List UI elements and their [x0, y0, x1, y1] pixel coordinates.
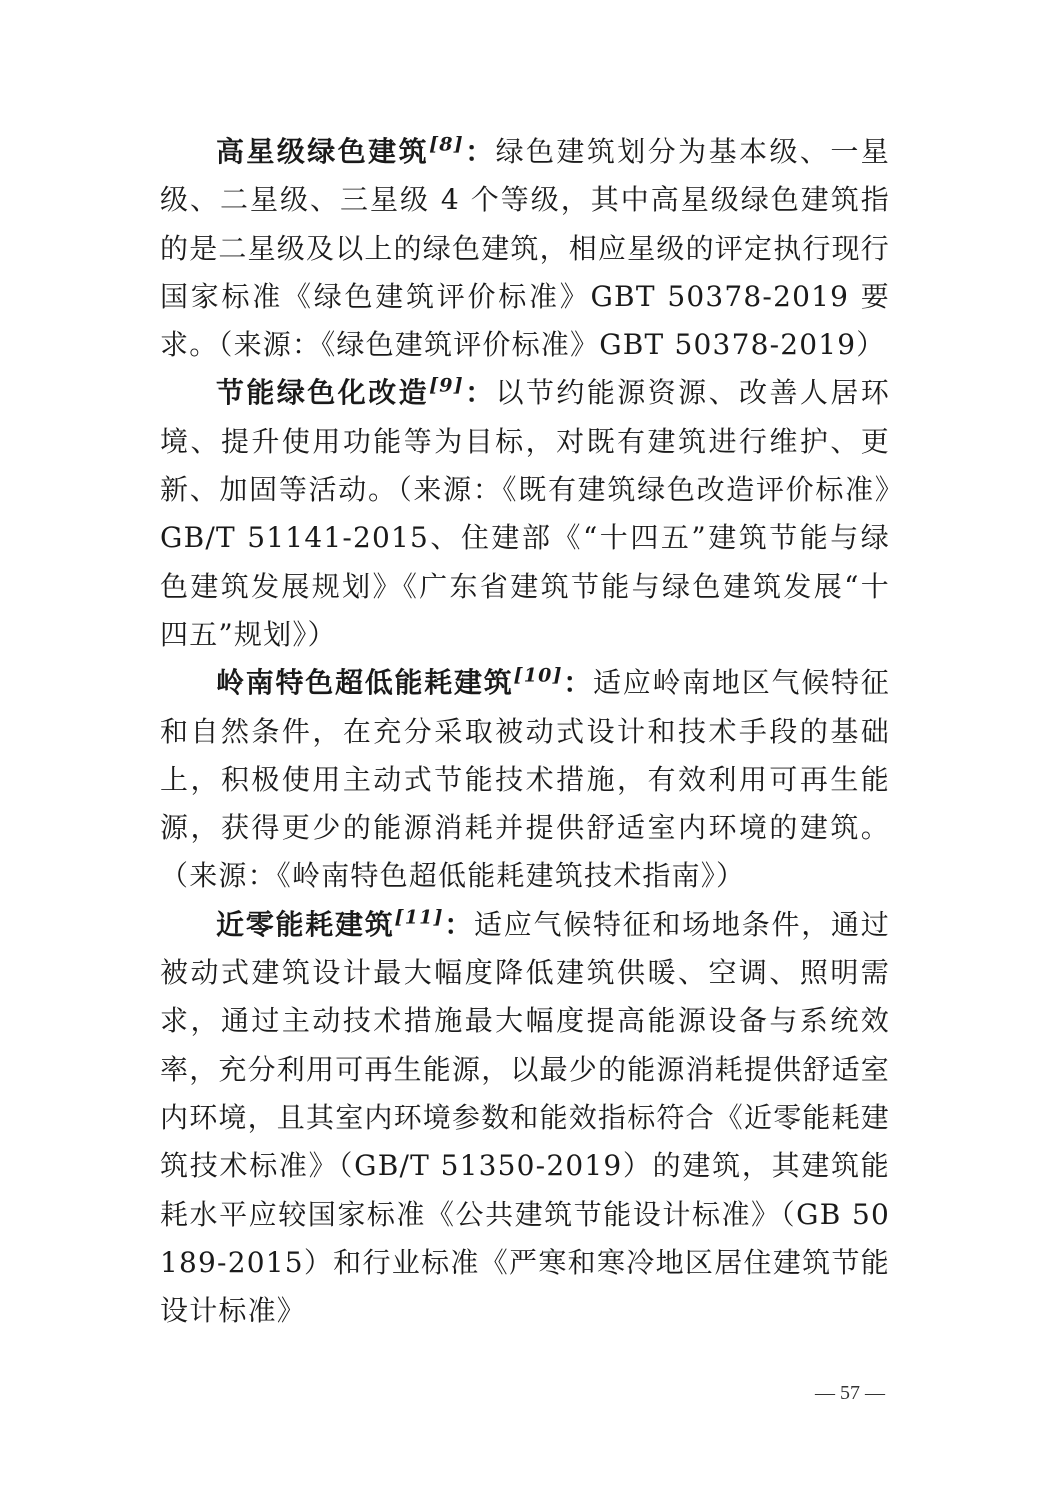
term-separator: ： — [463, 376, 496, 410]
footnote-ref: [8] — [429, 133, 464, 156]
definition-text: 绿色建筑划分为基本级、一星级、二星级、三星级 4 个等级，其中高星级绿色建筑指的是二星级及以上的绿色建筑，相应星级的评定执行现行国家标准《绿色建筑评价标准》GBT 50378-2019 要求。（来源：《绿色建筑评价标准》GBT 50378-2019） — [160, 135, 891, 362]
definition-paragraph — [160, 369, 890, 659]
definition-paragraph — [160, 901, 890, 1336]
term-nearly-zero-energy-building: 近零能耗建筑 — [216, 907, 395, 941]
footnote-ref: [9] — [429, 375, 464, 398]
definition-paragraph — [160, 128, 890, 369]
definition-text: 适应气候特征和场地条件，通过被动式建筑设计最大幅度降低建筑供暖、空调、照明需求，通过主动技术措施最大幅度提高能源设备与系统效率，充分利用可再生能源，以最少的能源消耗提供舒适室内环境，且其室内环境参数和能效指标符合《近零能耗建筑技术标准》（GB/T 51350-2019）的建筑，其建筑能耗水平应较国家标准《公共建筑节能设计标准》（GB 50189-2015）和行业标准《严寒和寒冷地区居住建筑节能设计标准》 — [160, 907, 891, 1328]
term-separator: ： — [463, 135, 496, 168]
term-separator: ： — [443, 907, 475, 941]
footnote-ref: [10] — [513, 664, 563, 687]
definition-paragraph — [160, 659, 890, 900]
term-separator: ： — [562, 666, 594, 700]
definition-text: 以节约能源资源、改善人居环境、提升使用功能等为目标，对既有建筑进行维护、更新、加固等活动。（来源：《既有建筑绿色改造评价标准》GB/T 51141-2015、住建部《“十四五”建筑节能与绿色建筑发展规划》《广东省建筑节能与绿色建筑发展“十四五”规划》） — [160, 376, 891, 651]
term-high-star-green-building: 高星级绿色建筑 — [216, 135, 430, 168]
footnote-ref: [11] — [394, 906, 444, 929]
term-green-retrofit: 节能绿色化改造 — [216, 376, 430, 410]
definition-text: 适应岭南地区气候特征和自然条件，在充分采取被动式设计和技术手段的基础上，积极使用主动式节能技术措施，有效利用可再生能源，获得更少的能源消耗并提供舒适室内环境的建筑。（来源：《岭南特色超低能耗建筑技术指南》） — [160, 666, 890, 893]
document-body — [160, 128, 890, 1335]
page-number: — 57 — — [815, 1382, 885, 1404]
term-lingnan-ultra-low-energy-building: 岭南特色超低能耗建筑 — [216, 666, 514, 700]
